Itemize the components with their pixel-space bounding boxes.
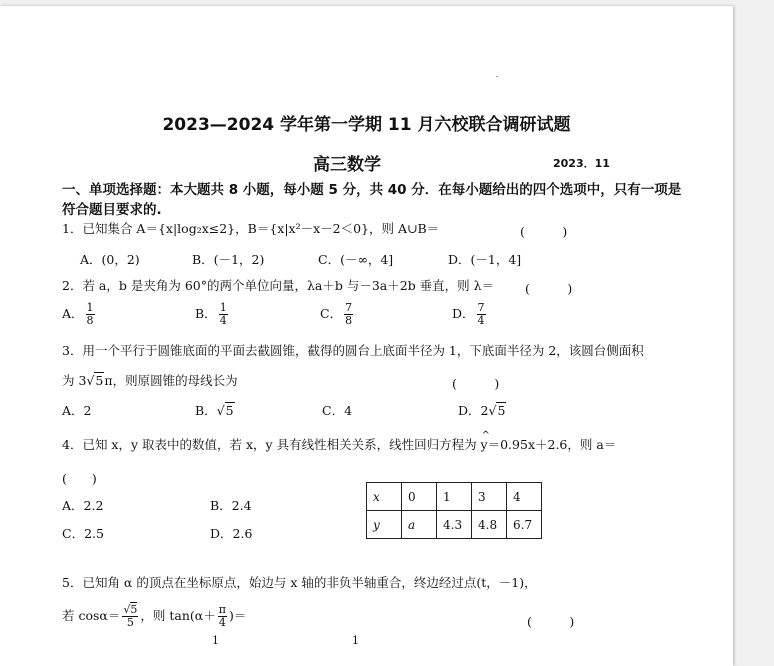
fraction-denominator: 5 xyxy=(126,616,134,629)
q5-stem-line2 xyxy=(62,604,246,629)
fraction-numerator: π xyxy=(218,603,226,616)
fraction-numerator: √5 xyxy=(123,603,138,616)
q3-stem-line2 xyxy=(62,372,238,390)
exam-date: 2023．11 xyxy=(553,157,610,170)
q3-option-b xyxy=(195,402,235,420)
q3-option-d-label: D．2 xyxy=(458,403,489,418)
q2-option-c-fraction xyxy=(344,302,353,327)
q1-answer-paren: ( ) xyxy=(520,224,568,239)
q5-pre: 若 cosα＝ xyxy=(62,608,121,623)
q2-option-b-label: B． xyxy=(195,306,217,321)
q2-option-c xyxy=(320,302,355,327)
q4-option-d: D．2.6 xyxy=(210,526,253,541)
document-page xyxy=(0,6,733,666)
table-cell: 0 xyxy=(402,483,437,511)
table-cell: 3 xyxy=(472,483,507,511)
fraction-denominator: 8 xyxy=(86,314,94,327)
q2-option-a-label: A． xyxy=(62,306,84,321)
fraction-denominator: 8 xyxy=(345,314,353,327)
q5-post: )＝ xyxy=(228,608,247,623)
q4-stem-pre: 4．已知 x，y 取表中的数值，若 x，y 具有线性相关关系，线性回归方程为 xyxy=(62,437,481,452)
q1-option-c: C．(－∞，4] xyxy=(318,252,394,267)
table-cell: x xyxy=(367,483,402,511)
q3-option-b-label: B． xyxy=(195,403,217,418)
q2-option-a-fraction xyxy=(86,302,95,327)
q2-option-b-fraction xyxy=(219,302,228,327)
page-speck xyxy=(496,76,498,77)
q3-answer-paren: ( ) xyxy=(452,376,500,391)
q2-option-c-label: C． xyxy=(320,306,343,321)
q3-option-d xyxy=(458,402,506,420)
section-heading: 一、单项选择题：本大题共 8 小题，每小题 5 分，共 40 分．在每小题给出的四个选项中，只有一项是符合题目要求的. xyxy=(62,182,682,218)
q2-option-d-fraction xyxy=(477,302,486,327)
q5-stem-line1: 5．已知角 α 的顶点在坐标原点，始边与 x 轴的非负半轴重合，终边经过点(t，－1)， xyxy=(62,575,537,590)
table-cell: a xyxy=(402,511,437,539)
q5-tan-fraction xyxy=(218,604,227,629)
y-hat: ^ y xyxy=(481,436,488,454)
q2-stem: 2．若 a，b 是夹角为 60°的两个单位向量，λa＋b 与－3a＋2b 垂直，则 λ＝ xyxy=(62,278,495,293)
table-cell: 4.8 xyxy=(472,511,507,539)
sqrt-symbol: √5 xyxy=(488,403,506,418)
q3-option-a: A．2 xyxy=(62,403,92,418)
q3-stem2-post: π，则原圆锥的母线长为 xyxy=(104,373,238,388)
q5-option-c-partial: 1 xyxy=(352,634,359,647)
q3-stem2-pre: 为 3 xyxy=(62,373,87,388)
q4-option-b: B．2.4 xyxy=(210,498,252,513)
q1-option-d: D．(－1，4] xyxy=(448,252,522,267)
fraction-denominator: 4 xyxy=(477,314,485,327)
q4-option-a: A．2.2 xyxy=(62,498,104,513)
table-cell: y xyxy=(367,511,402,539)
sqrt-symbol: √5 xyxy=(216,403,234,418)
q1-stem: 1．已知集合 A＝{x|log₂x≤2}，B＝{x|x²－x－2＜0}，则 A∪B＝ xyxy=(62,221,440,236)
table-cell: 4.3 xyxy=(437,511,472,539)
exam-title: 2023—2024 学年第一学期 11 月六校联合调研试题 xyxy=(162,115,571,135)
table-row-x xyxy=(367,483,542,511)
sqrt-symbol: √5 xyxy=(86,373,104,388)
q4-data-table xyxy=(366,482,542,539)
fraction-numerator: 1 xyxy=(219,301,227,314)
table-cell: 4 xyxy=(507,483,542,511)
q2-answer-paren: ( ) xyxy=(525,281,573,296)
exam-subject: 高三数学 xyxy=(313,155,381,175)
q1-option-a: A．(0，2) xyxy=(80,252,140,267)
q2-option-a xyxy=(62,302,97,327)
fraction-numerator: 7 xyxy=(477,301,485,314)
q4-option-c: C．2.5 xyxy=(62,526,104,541)
radicand: 5 xyxy=(130,603,138,616)
q3-option-c: C．4 xyxy=(322,403,353,418)
radicand: 5 xyxy=(497,403,506,418)
radicand: 5 xyxy=(95,373,104,388)
q2-option-b xyxy=(195,302,230,327)
table-cell: 6.7 xyxy=(507,511,542,539)
q2-option-d xyxy=(452,302,488,327)
q3-stem-line1: 3．用一个平行于圆锥底面的平面去截圆锥，截得的圆台上底面半径为 1，下底面半径为 2，该圆台侧面积 xyxy=(62,343,644,358)
fraction-numerator: 7 xyxy=(345,301,353,314)
table-row-y xyxy=(367,511,542,539)
table-cell: 1 xyxy=(437,483,472,511)
q4-stem xyxy=(62,436,616,454)
q5-answer-paren: ( ) xyxy=(527,614,575,629)
fraction-denominator: 4 xyxy=(219,314,227,327)
fraction-numerator: 1 xyxy=(86,301,94,314)
q1-option-b: B．(－1，2) xyxy=(192,252,265,267)
q4-stem-post: ＝0.95x＋2.6，则 a＝ xyxy=(487,437,617,452)
q4-answer-paren: ( ) xyxy=(62,471,97,486)
q5-cos-fraction xyxy=(122,604,138,629)
radicand: 5 xyxy=(225,403,234,418)
fraction-denominator: 4 xyxy=(218,616,226,629)
q2-option-d-label: D． xyxy=(452,306,475,321)
q5-mid: ，则 tan(α＋ xyxy=(140,608,216,623)
q5-option-b-partial: 1 xyxy=(212,634,219,647)
